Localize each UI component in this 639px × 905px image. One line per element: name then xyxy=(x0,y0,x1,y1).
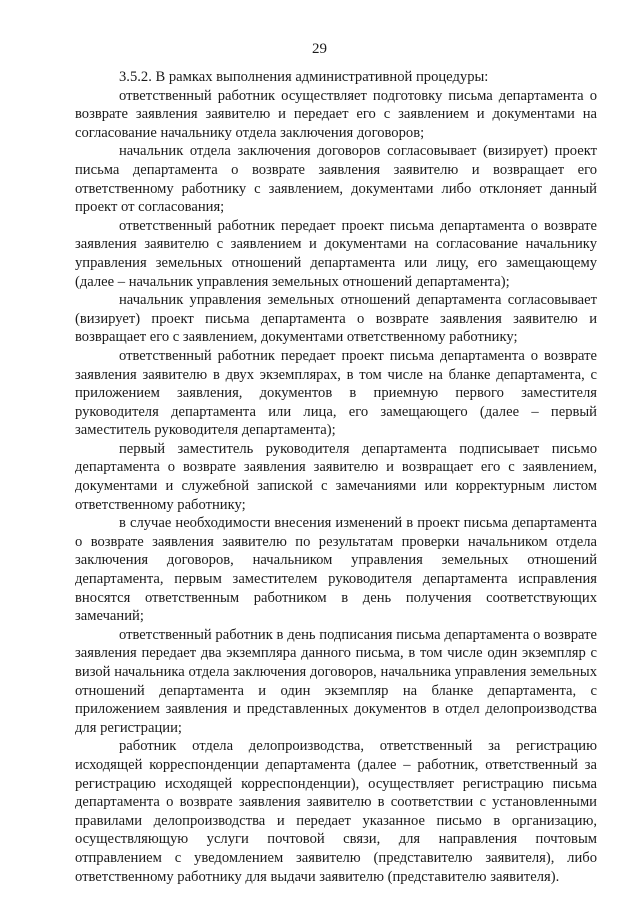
page-number: 29 xyxy=(312,41,327,57)
paragraph: начальник отдела заключения договоров согласовывает (визирует) проект письма департамента о возврате заявления заявителю и возвращает его ответственному работнику с заявлением, документами либо отклоняет данный проект от согласования; xyxy=(75,143,597,216)
paragraph: ответственный работник передает проект письма департамента о возврате заявления заявителю с заявлением и документами на согласование начальнику управления земельных отношений департамента или лицу, его замещающему (далее – начальник управления земельных отношений департамента); xyxy=(75,217,597,290)
paragraph: в случае необходимости внесения изменений в проект письма департамента о возврате заявления заявителю по результатам проверки начальником отдела заключения договоров, начальником управления земельных отношений департамента, первым заместителем руководителя департамента исправления вносятся ответственным работником в день получения соответствующих замечаний; xyxy=(75,515,597,625)
paragraph: начальник управления земельных отношений департамента согласовывает (визирует) проект письма департамента о возврате заявления заявителю и возвращает его с заявлением, документами ответственному работнику; xyxy=(75,292,597,346)
section-heading: 3.5.2. В рамках выполнения административной процедуры: xyxy=(119,69,489,85)
paragraph: работник отдела делопроизводства, ответственный за регистрацию исходящей корреспонденции департамента (далее – работник, ответственный за регистрацию исходящей корреспонденции), осуществляет регистрацию письма департамента о возврате заявления заявителю в соответствии с установленными правилами делопроизводства и передает указанное письмо в организацию, осуществляющую услуги почтовой связи, для направления почтовым отправлением с уведомлением заявителю (представителю заявителя), либо ответственному работнику для выдачи заявителю (представителю заявителя). xyxy=(75,738,597,885)
paragraph: ответственный работник передает проект письма департамента о возврате заявления заявителю в двух экземплярах, в том числе на бланке департамента, с приложением заявления, документов в приемную первого заместителя руководителя департамента или лица, его замещающего (далее – первый заместитель руководителя департамента); xyxy=(75,347,597,439)
paragraph: ответственный работник осуществляет подготовку письма департамента о возврате заявления заявителю и передает его с заявлением и документами на согласование начальнику отдела заключения договоров; xyxy=(75,87,597,141)
paragraph: ответственный работник в день подписания письма департамента о возврате заявления передает два экземпляра данного письма, в том числе один экземпляр с визой начальника отдела заключения договоров, начальника управления земельных отношений департамента и один экземпляр на бланке департамента, с приложением заявления и представленных документов в отдел делопроизводства для регистрации; xyxy=(75,626,597,736)
body-text xyxy=(75,68,597,886)
paragraph: первый заместитель руководителя департамента подписывает письмо департамента о возврате заявления заявителю и возвращает его с заявлением, документами и служебной запиской с замечаниями или корректурным листом ответственному работнику; xyxy=(75,440,597,513)
